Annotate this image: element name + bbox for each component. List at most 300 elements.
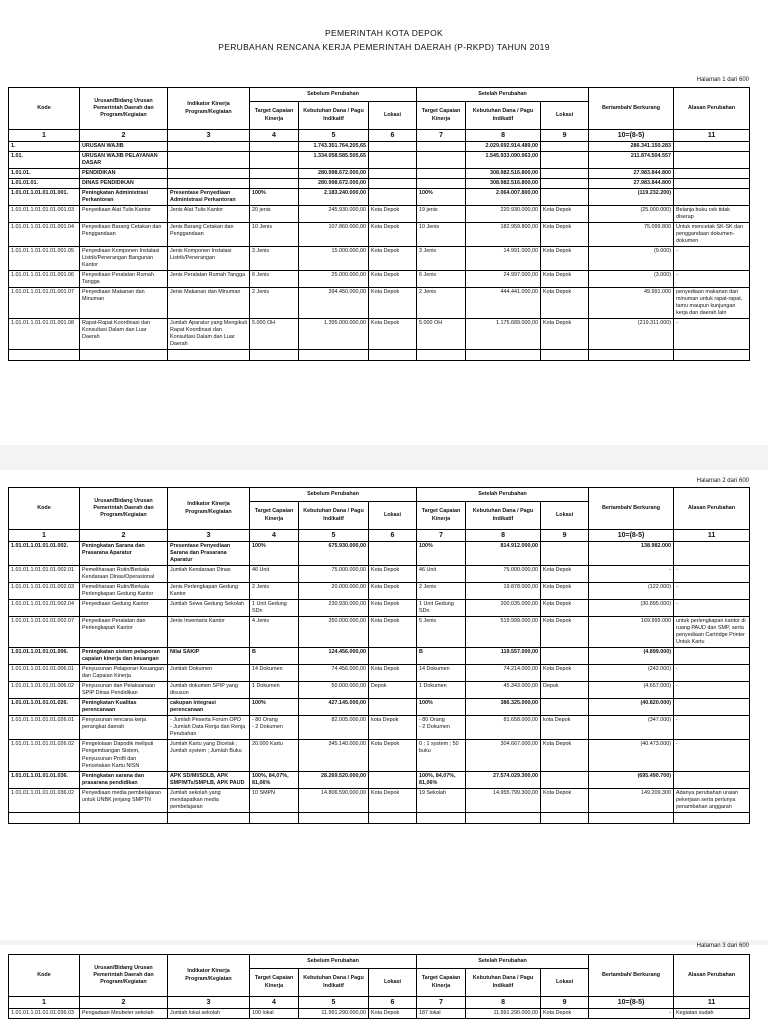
table-cell: 100%: [417, 699, 466, 716]
table-cell: 75.000.000,00: [466, 566, 541, 583]
table-cell: 15.000.000,00: [299, 247, 369, 271]
header-alasan: Alasan Perubahan: [674, 955, 750, 997]
column-number: 8: [466, 997, 541, 1009]
column-number: 10=(8-5): [589, 530, 674, 542]
column-number: 2: [80, 530, 168, 542]
table-cell: 1.01.01.1.01.01.01.002.04: [9, 600, 80, 617]
table-cell: 50.000.000,00: [299, 682, 369, 699]
column-number: 4: [250, 530, 299, 542]
table-cell: 4 Jenis: [250, 617, 299, 648]
column-number: 4: [250, 997, 299, 1009]
table-cell: Depok: [541, 682, 589, 699]
table-cell: [417, 152, 466, 169]
column-number: 7: [417, 530, 466, 542]
table-cell: -: [674, 682, 750, 699]
table-cell: 46 Unit: [417, 566, 466, 583]
table-cell: Jenis Inventaris Kantor: [168, 617, 250, 648]
table-cell: Penyusunan rencana kerja perangkat daerah: [80, 716, 168, 740]
table-cell: [674, 812, 750, 823]
table-cell: 82.005.000,00: [299, 716, 369, 740]
table-cell: [299, 812, 369, 823]
table-cell: 100%: [417, 189, 466, 206]
header-bertambah: Bertambah/ Berkurang: [589, 88, 674, 130]
header-indikator: Indikator Kinerja Program/Kegiatan: [168, 955, 250, 997]
table-cell: 427.145.000,00: [299, 699, 369, 716]
header-sebelum: Sebelum Perubahan: [250, 488, 417, 502]
table-cell: [80, 812, 168, 823]
table-cell: [369, 152, 417, 169]
table-cell: kota Depok: [541, 716, 589, 740]
table-cell: -: [674, 583, 750, 600]
table-cell: 1.334.058.585.505,65: [299, 152, 369, 169]
column-number: 3: [168, 530, 250, 542]
table-cell: 220.930.000,00: [466, 206, 541, 223]
table-cell: Kota Depok: [369, 271, 417, 288]
table-cell: - 80 Orang - 2 Dokumen: [250, 716, 299, 740]
table-cell: Kota Depok: [369, 617, 417, 648]
table-cell: [541, 771, 589, 788]
header-row: [9, 955, 750, 969]
column-number: 5: [299, 130, 369, 142]
column-number: 6: [369, 530, 417, 542]
table-cell: 245.930.000,00: [299, 206, 369, 223]
header-kode: Kode: [9, 955, 80, 997]
table-cell: [369, 771, 417, 788]
header-lokasi: Lokasi: [369, 102, 417, 130]
table-cell: 1.: [9, 142, 80, 152]
header-kode: Kode: [9, 88, 80, 130]
table-cell: 81.658.000,00: [466, 716, 541, 740]
table-cell: 27.983.844.800: [589, 179, 674, 189]
column-number: 5: [299, 997, 369, 1009]
table-row: [9, 142, 750, 152]
header-indikator: Indikator Kinerja Program/Kegiatan: [168, 88, 250, 130]
table-cell: [417, 350, 466, 361]
table-cell: 1 Unit Gedung SDn: [250, 600, 299, 617]
table-cell: 1.01.01.: [9, 169, 80, 179]
header-bertambah: Bertambah/ Berkurang: [589, 488, 674, 530]
table-cell: 1.01.01.1.01.01.01.001.08: [9, 319, 80, 350]
column-number-row: [9, 530, 750, 542]
table-cell: 444.441.000,00: [466, 288, 541, 319]
table-cell: [589, 350, 674, 361]
table-cell: (3.000): [589, 271, 674, 288]
column-number: 4: [250, 130, 299, 142]
rkpd-table: [8, 87, 750, 361]
table-cell: [369, 648, 417, 665]
table-cell: Jenis Makanan dan Minuman: [168, 288, 250, 319]
table-row: [9, 716, 750, 740]
header-kebutuhan: Kebutuhan Dana / Pagu Indikatif: [466, 102, 541, 130]
table-cell: 519.999.000,00: [466, 617, 541, 648]
table-cell: 308.982.516.800,00: [466, 179, 541, 189]
table-cell: Kota Depok: [369, 600, 417, 617]
table-cell: 182.959.800,00: [466, 223, 541, 247]
table-cell: 49.991.000: [589, 288, 674, 319]
table-cell: B: [250, 648, 299, 665]
column-number-row: [9, 130, 750, 142]
table-cell: 14 Dokumen: [250, 665, 299, 682]
page-number: Halaman 3 dari 600: [696, 943, 749, 949]
header-setelah: Setelah Perubahan: [417, 88, 589, 102]
table-cell: 27.574.029.300,00: [466, 771, 541, 788]
table-cell: [674, 699, 750, 716]
table-cell: 2 Jenis: [417, 288, 466, 319]
column-number: 1: [9, 530, 80, 542]
table-cell: Kota Depok: [541, 665, 589, 682]
table-cell: 100%: [250, 542, 299, 566]
table-cell: 1.01.01.1.01.01.01.001.06: [9, 271, 80, 288]
column-number: 5: [299, 530, 369, 542]
table-row: [9, 152, 750, 169]
table-row: [9, 617, 750, 648]
table-cell: URUSAN WAJIB: [80, 142, 168, 152]
column-number: 11: [674, 130, 750, 142]
column-number: 1: [9, 997, 80, 1009]
table-cell: Kota Depok: [369, 740, 417, 771]
table-cell: [674, 189, 750, 206]
table-cell: Kota Depok: [541, 288, 589, 319]
table-cell: 169.999.000: [589, 617, 674, 648]
table-cell: 308.982.516.800,00: [466, 169, 541, 179]
table-cell: 2.029.692.914.489,00: [466, 142, 541, 152]
table-cell: [674, 152, 750, 169]
table-cell: Penyediaan Alat Tulis Kantor: [80, 206, 168, 223]
column-number: 7: [417, 130, 466, 142]
table-cell: (219.311.000): [589, 319, 674, 350]
table-cell: 2.064.007.800,00: [466, 189, 541, 206]
table-cell: (9.000): [589, 247, 674, 271]
table-cell: [541, 542, 589, 566]
table-cell: (4.899.000): [589, 648, 674, 665]
table-cell: 1.01.01.1.01.01.01.001.04: [9, 223, 80, 247]
table-cell: Jumlah dokumen SPIP yang disusun: [168, 682, 250, 699]
table-cell: 1.01.01.1.01.01.01.002.: [9, 542, 80, 566]
table-cell: 46 Unit: [250, 566, 299, 583]
table-cell: Depok: [369, 682, 417, 699]
table-cell: Jenis Peralatan Rumah Tangga: [168, 271, 250, 288]
page-3: [0, 945, 768, 1024]
table-row: [9, 206, 750, 223]
table-row: [9, 169, 750, 179]
table-cell: Jumlah Kendaraan Dinas: [168, 566, 250, 583]
header-row: [9, 488, 750, 502]
table-cell: Penyediaan Barang Cetakan dan Penggandaan: [80, 223, 168, 247]
table-cell: 1.01.01.1.01.01.01.036.03: [9, 1009, 80, 1019]
table-cell: [168, 152, 250, 169]
table-row: [9, 271, 750, 288]
table-row: [9, 600, 750, 617]
header-lokasi: Lokasi: [541, 969, 589, 997]
table-cell: 3 Jenis: [250, 247, 299, 271]
table-cell: (242.000): [589, 665, 674, 682]
table-cell: 10 SMPN: [250, 788, 299, 812]
table-cell: [674, 142, 750, 152]
table-cell: 28.269.520.000,00: [299, 771, 369, 788]
table-cell: Adanya perubahan uraian pekerjaan serta perlunya penambahan anggaran: [674, 788, 750, 812]
rkpd-table: [8, 487, 750, 824]
table-cell: [369, 542, 417, 566]
table-cell: Jumlah Aparatur yang Mengikuti Rapat Koordinasi dan Konsultasi Dalam dan Luar Daerah: [168, 319, 250, 350]
table-cell: [168, 179, 250, 189]
table-cell: 124.456.000,00: [299, 648, 369, 665]
table-cell: [674, 542, 750, 566]
table-cell: Peningkatan Sarana dan Prasarana Aparatur: [80, 542, 168, 566]
column-number: 3: [168, 130, 250, 142]
table-cell: [541, 648, 589, 665]
table-row: [9, 1009, 750, 1019]
spacer-row: [9, 350, 750, 361]
table-cell: kota Depok: [369, 716, 417, 740]
table-cell: 74.214.000,00: [466, 665, 541, 682]
table-cell: 20 jenis: [250, 206, 299, 223]
table-cell: [417, 142, 466, 152]
table-cell: Jumlah Kartu yang Dicetak ; Jumlah system ; Jumlah Buku: [168, 740, 250, 771]
table-cell: Kota Depok: [541, 223, 589, 247]
table-row: [9, 665, 750, 682]
header-sebelum: Sebelum Perubahan: [250, 88, 417, 102]
table-cell: Penyusunan Pelaporan Keuangan dan Capaian Kinerja: [80, 665, 168, 682]
table-cell: Kota Depok: [541, 788, 589, 812]
table-cell: 2 Jenis: [250, 583, 299, 600]
table-cell: 1.01.01.1.01.01.01.006.01: [9, 665, 80, 682]
table-cell: Jumlah lokal sekolah: [168, 1009, 250, 1019]
header-target: Target Capaian Kinerja: [250, 502, 299, 530]
table-cell: Kota Depok: [369, 288, 417, 319]
header-urusan: Urusan/Bidang Urusan Pemerintah Daerah dan Program/Kegiatan: [80, 955, 168, 997]
header-urusan: Urusan/Bidang Urusan Pemerintah Daerah dan Program/Kegiatan: [80, 88, 168, 130]
table-cell: 1.01.01.1.01.01.01.026.: [9, 699, 80, 716]
table-cell: Nilai SAKIP: [168, 648, 250, 665]
table-cell: 100%: [417, 542, 466, 566]
header-target: Target Capaian Kinerja: [250, 969, 299, 997]
table-cell: -: [589, 566, 674, 583]
table-cell: Penyediaan Komponen Instalasi Listrik/Penerangan Bangunan Kantor: [80, 247, 168, 271]
table-cell: 119.557.000,00: [466, 648, 541, 665]
table-cell: [299, 350, 369, 361]
table-cell: 1.175.689.000,00: [466, 319, 541, 350]
table-cell: 1 Dokumen: [417, 682, 466, 699]
table-cell: - 80 Orang - 2 Dokumen: [417, 716, 466, 740]
table-cell: 1 Dokumen: [250, 682, 299, 699]
table-cell: DINAS PENDIDIKAN: [80, 179, 168, 189]
rkpd-table: [8, 954, 750, 1019]
table-cell: 20.000 Kartu: [250, 740, 299, 771]
table-cell: - Jumlah Peserta Forum OPD - Jumlah Data Renja dan Renja Perubahan: [168, 716, 250, 740]
table-cell: [541, 152, 589, 169]
table-cell: 14.806.590.000,00: [299, 788, 369, 812]
table-cell: 100 lokal: [250, 1009, 299, 1019]
table-cell: 75.099.800: [589, 223, 674, 247]
table-cell: 10 Jenis: [250, 223, 299, 247]
table-cell: 280.998.672.000,00: [299, 179, 369, 189]
table-cell: [466, 812, 541, 823]
table-cell: [250, 350, 299, 361]
column-number: 9: [541, 530, 589, 542]
table-cell: Kota Depok: [369, 319, 417, 350]
table-cell: [168, 350, 250, 361]
table-cell: 11.991.290.000,00: [466, 1009, 541, 1019]
table-cell: -: [674, 319, 750, 350]
table-cell: -: [674, 271, 750, 288]
table-cell: 149.209.300: [589, 788, 674, 812]
table-row: [9, 189, 750, 206]
table-cell: Kota Depok: [541, 740, 589, 771]
table-cell: [369, 699, 417, 716]
table-row: [9, 648, 750, 665]
column-number: 7: [417, 997, 466, 1009]
table-cell: Jenis Alat Tulis Kantor: [168, 206, 250, 223]
table-cell: Kota Depok: [369, 665, 417, 682]
table-cell: [168, 812, 250, 823]
table-cell: [250, 169, 299, 179]
column-number: 8: [466, 530, 541, 542]
table-cell: (347.000): [589, 716, 674, 740]
table-row: [9, 583, 750, 600]
header-lokasi: Lokasi: [541, 502, 589, 530]
table-cell: [674, 169, 750, 179]
table-cell: (695.490.700): [589, 771, 674, 788]
table-cell: [369, 179, 417, 189]
header-lokasi: Lokasi: [369, 502, 417, 530]
table-cell: 1.395.000.000,00: [299, 319, 369, 350]
table-cell: [369, 812, 417, 823]
table-cell: [168, 169, 250, 179]
doc-subtitle: PERUBAHAN RENCANA KERJA PEMERINTAH DAERAH (P-RKPD) TAHUN 2019: [218, 42, 550, 52]
table-cell: Kota Depok: [369, 788, 417, 812]
table-cell: Kota Depok: [541, 1009, 589, 1019]
table-cell: APK SD/MI/SDLB, APK SMP/MTs/SMPLB, APK PAUD: [168, 771, 250, 788]
table-row: [9, 247, 750, 271]
table-cell: 10 Jenis: [417, 223, 466, 247]
page-number: Halaman 2 dari 600: [696, 478, 749, 484]
table-cell: Kota Depok: [369, 247, 417, 271]
table-cell: -: [589, 1009, 674, 1019]
column-number: 11: [674, 997, 750, 1009]
table-cell: 286.341.150.283: [589, 142, 674, 152]
table-cell: Untuk mencetak SK-SK dan penggandaan dokumen-dokumen: [674, 223, 750, 247]
table-cell: 1.01.01.1.01.01.01.026.02: [9, 740, 80, 771]
table-cell: Kota Depok: [369, 206, 417, 223]
table-cell: 2 Jenis: [250, 288, 299, 319]
header-sebelum: Sebelum Perubahan: [250, 955, 417, 969]
page-number: Halaman 1 dari 600: [696, 77, 749, 83]
table-cell: 230.930.000,00: [299, 600, 369, 617]
table-cell: 1.01.01.1.01.01.01.002.07: [9, 617, 80, 648]
table-cell: [417, 812, 466, 823]
table-row: [9, 740, 750, 771]
table-cell: [541, 179, 589, 189]
table-cell: Kota Depok: [541, 319, 589, 350]
table-cell: [9, 812, 80, 823]
table-cell: 1.01.01.1.01.01.01.002.03: [9, 583, 80, 600]
table-cell: 100%, 84,07%, 81,06%: [417, 771, 466, 788]
header-kebutuhan: Kebutuhan Dana / Pagu Indikatif: [466, 502, 541, 530]
column-number: 6: [369, 997, 417, 1009]
table-cell: 0 ; 1 system ; 50 buku: [417, 740, 466, 771]
table-cell: 19 Sekolah: [417, 788, 466, 812]
table-cell: 1.01.01.1.01.01.01.002.01: [9, 566, 80, 583]
table-cell: 5.000 OH: [250, 319, 299, 350]
table-cell: (30.895.000): [589, 600, 674, 617]
header-bertambah: Bertambah/ Berkurang: [589, 955, 674, 997]
table-cell: Kota Depok: [541, 600, 589, 617]
column-number: 9: [541, 997, 589, 1009]
table-cell: 2 Jenis: [417, 583, 466, 600]
table-cell: Pengelolaan Dapodik meliputi Pengembangan Sistem, Penyusunan Profil dan Pencetakan Kartu NISN: [80, 740, 168, 771]
table-cell: 350.000.000,00: [299, 617, 369, 648]
table-cell: 100%: [250, 189, 299, 206]
table-cell: Jumlah Sewa Gedung Sekolah: [168, 600, 250, 617]
table-cell: Peningkatan sistem pelaporan capaian kinerja dan keuangan: [80, 648, 168, 665]
header-kebutuhan: Kebutuhan Dana / Pagu Indikatif: [466, 969, 541, 997]
header-kebutuhan: Kebutuhan Dana / Pagu Indikatif: [299, 969, 369, 997]
table-cell: 25.000.000,00: [299, 271, 369, 288]
table-row: [9, 223, 750, 247]
table-cell: [369, 189, 417, 206]
header-urusan: Urusan/Bidang Urusan Pemerintah Daerah dan Program/Kegiatan: [80, 488, 168, 530]
table-cell: 211.874.504.557: [589, 152, 674, 169]
column-number: 8: [466, 130, 541, 142]
table-cell: [369, 169, 417, 179]
table-cell: 1.743.351.764.205,65: [299, 142, 369, 152]
table-row: [9, 788, 750, 812]
table-cell: Penyediaan Gedung Kantor: [80, 600, 168, 617]
table-cell: 1.01.01.1.01.01.01.001.03: [9, 206, 80, 223]
column-number: 2: [80, 997, 168, 1009]
column-number: 10=(8-5): [589, 130, 674, 142]
table-cell: 5.000 OH: [417, 319, 466, 350]
table-cell: -: [674, 566, 750, 583]
table-cell: 1.01.01.1.01.01.01.036.: [9, 771, 80, 788]
table-cell: 19 jenis: [417, 206, 466, 223]
header-alasan: Alasan Perubahan: [674, 488, 750, 530]
table-cell: Kota Depok: [541, 271, 589, 288]
table-cell: (119.232.200): [589, 189, 674, 206]
header-row: [9, 88, 750, 102]
table-cell: 1 Unit Gedung SDn: [417, 600, 466, 617]
table-cell: Presentase Penyediaan Sarana dan Prasarana Aparatur: [168, 542, 250, 566]
table-cell: 2.183.240.000,00: [299, 189, 369, 206]
table-cell: Jenis Barang Cetakan dan Penggandaan: [168, 223, 250, 247]
table-cell: Belanja buku cek tidak diserap: [674, 206, 750, 223]
table-cell: 107.860.000,00: [299, 223, 369, 247]
table-cell: 187 lokal: [417, 1009, 466, 1019]
table-cell: [541, 350, 589, 361]
table-cell: 675.930.000,00: [299, 542, 369, 566]
table-cell: cakupan integrasi perencanaan: [168, 699, 250, 716]
table-cell: 814.912.000,00: [466, 542, 541, 566]
spacer-row: [9, 812, 750, 823]
table-row: [9, 682, 750, 699]
table-cell: 20.000.000,00: [299, 583, 369, 600]
table-cell: 3 Jenis: [417, 247, 466, 271]
header-kebutuhan: Kebutuhan Dana / Pagu Indikatif: [299, 502, 369, 530]
table-cell: penyediaan makanan dan minuman untuk rapat-rapat, tamu maupun kunjungan kerja dan daerah lain: [674, 288, 750, 319]
table-cell: [541, 169, 589, 179]
header-target: Target Capaian Kinerja: [417, 502, 466, 530]
table-cell: (4.657.000): [589, 682, 674, 699]
table-cell: Penyediaan Makanan dan Minuman: [80, 288, 168, 319]
column-number: 1: [9, 130, 80, 142]
table-cell: 6 Jenis: [250, 271, 299, 288]
page-2: [0, 470, 768, 940]
table-cell: Kota Depok: [369, 583, 417, 600]
table-cell: 14.991.000,00: [466, 247, 541, 271]
table-cell: 1.01.: [9, 152, 80, 169]
table-cell: (40.820.000): [589, 699, 674, 716]
column-number: 3: [168, 997, 250, 1009]
